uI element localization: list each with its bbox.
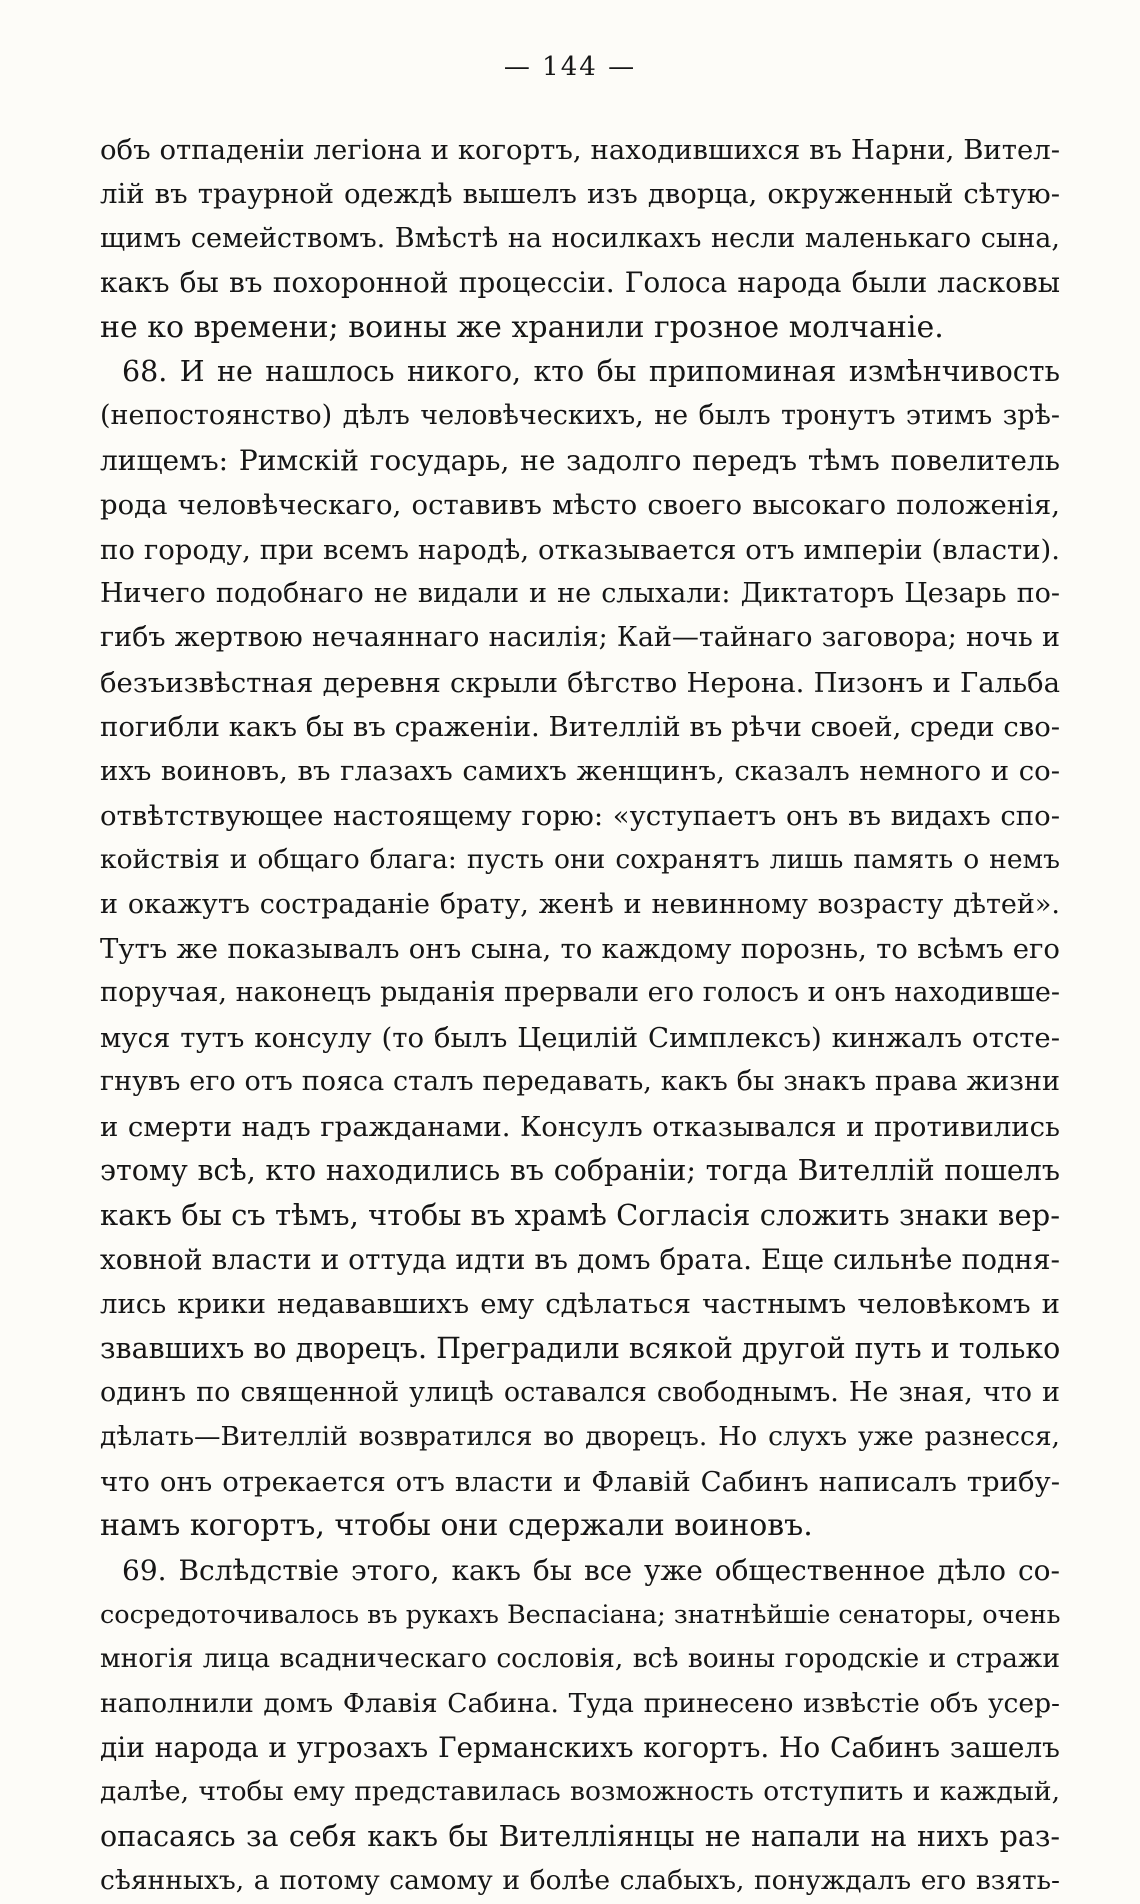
text-line: поручая, наконецъ рыданія прервали его голосъ и онъ находивше- xyxy=(100,977,1060,1009)
text-line: койствія и общаго блага: пусть они сохранятъ лишь память о немъ xyxy=(100,844,1060,876)
text-line: щимъ семействомъ. Вмѣстѣ на носилкахъ несли маленькаго сына, xyxy=(100,222,1060,254)
text-line: лій въ траурной одеждѣ вышелъ изъ дворца, окруженный сѣтую- xyxy=(100,178,1060,211)
text-line: многія лица всадническаго сословія, всѣ воины городскіе и стражи xyxy=(100,1643,1060,1675)
text-line: діи народа и угрозахъ Германскихъ когортъ. Но Сабинъ зашелъ xyxy=(100,1731,1060,1765)
text-line: наполнили домъ Флавія Сабина. Туда принесено извѣстіе объ усер- xyxy=(100,1687,1060,1719)
text-line: далѣе, чтобы ему представилась возможность отступить и каждый, xyxy=(100,1776,1060,1808)
text-line: какъ бы въ похоронной процессіи. Голоса народа были ласковы xyxy=(100,266,1060,300)
text-line: 68. И не нашлось никого, кто бы припоминая измѣнчивость xyxy=(122,354,1060,388)
text-line: лищемъ: Римскій государь, не задолго передъ тѣмъ повелитель xyxy=(100,443,1060,477)
text-line: рода человѣческаго, оставивъ мѣсто своего высокаго положенія, xyxy=(100,489,1060,522)
text-line: и смерти надъ гражданами. Консулъ отказывался и противились xyxy=(100,1110,1060,1143)
body-text xyxy=(100,128,1060,1904)
text-line: сѣянныхъ, а потому самому и болѣе слабыхъ, понуждалъ его взять- xyxy=(100,1865,1060,1897)
text-line: ихъ воиновъ, въ глазахъ самихъ женщинъ, сказалъ немного и со- xyxy=(100,755,1060,788)
text-line: гнувъ его отъ пояса сталъ передавать, какъ бы знакъ права жизни xyxy=(100,1066,1060,1098)
text-line: Ничего подобнаго не видали и не слыхали: Диктаторъ Цезарь по- xyxy=(100,577,1060,609)
text-line: (непостоянство) дѣлъ человѣческихъ, не былъ тронутъ этимъ зрѣ- xyxy=(100,400,1060,432)
text-line: ховной власти и оттуда идти въ домъ брата. Еще сильнѣе подня- xyxy=(100,1242,1060,1276)
text-line: погибли какъ бы въ сраженіи. Вителлій въ рѣчи своей, среди сво- xyxy=(100,711,1061,744)
text-line: намъ когортъ, чтобы они сдержали воиновъ. xyxy=(100,1508,813,1544)
text-line: этому всѣ, кто находились въ собраніи; тогда Вителлій пошелъ xyxy=(100,1153,1060,1187)
text-line: Тутъ же показывалъ онъ сына, то каждому порознь, то всѣмъ его xyxy=(100,933,1060,966)
text-line: дѣлать—Вителлій возвратился во дворецъ. Но слухъ уже разнесся, xyxy=(100,1421,1060,1453)
text-line: отвѣтствующее настоящему горю: «уступаетъ онъ въ видахъ спо- xyxy=(100,799,1060,832)
text-line: лись крики недававшихъ ему сдѣлаться частнымъ человѣкомъ и xyxy=(100,1288,1060,1321)
text-line: безъизвѣстная деревня скрыли бѣгство Нерона. Пизонъ и Гальба xyxy=(100,666,1060,699)
text-line: гибъ жертвою нечаяннаго насилія; Кай—тайнаго заговора; ночь и xyxy=(100,622,1060,654)
text-line: опасаясь за себя какъ бы Вителліянцы не напали на нихъ раз- xyxy=(100,1819,1060,1853)
text-line: 69. Вслѣдствіе этого, какъ бы все уже общественное дѣло со- xyxy=(122,1553,1060,1587)
text-line: муся тутъ консулу (то былъ Цецилій Симплексъ) кинжалъ отсте- xyxy=(100,1021,1060,1054)
text-line: и окажутъ состраданіе брату, женѣ и невинному возрасту дѣтей». xyxy=(100,888,1060,920)
text-line: звавшихъ во дворецъ. Преградили всякой другой путь и только xyxy=(100,1331,1061,1365)
page-number: — 144 — xyxy=(503,52,637,82)
text-line: одинъ по священной улицѣ оставался свободнымъ. Не зная, что и xyxy=(100,1376,1060,1408)
text-line: какъ бы съ тѣмъ, чтобы въ храмѣ Согласія сложить знаки вер- xyxy=(100,1198,1060,1233)
text-line: по городу, при всемъ народѣ, отказывается отъ имперіи (власти). xyxy=(100,533,1060,566)
text-line: не ко времени; воины же хранили грозное молчаніе. xyxy=(100,309,944,345)
text-line: объ отпаденіи легіона и когортъ, находившихся въ Нарни, Вител- xyxy=(100,134,1060,166)
text-line: что онъ отрекается отъ власти и Флавій Сабинъ написалъ трибу- xyxy=(100,1465,1060,1498)
text-line: сосредоточивалось въ рукахъ Веспасіана; знатнѣйшіе сенаторы, очень xyxy=(100,1599,1061,1630)
